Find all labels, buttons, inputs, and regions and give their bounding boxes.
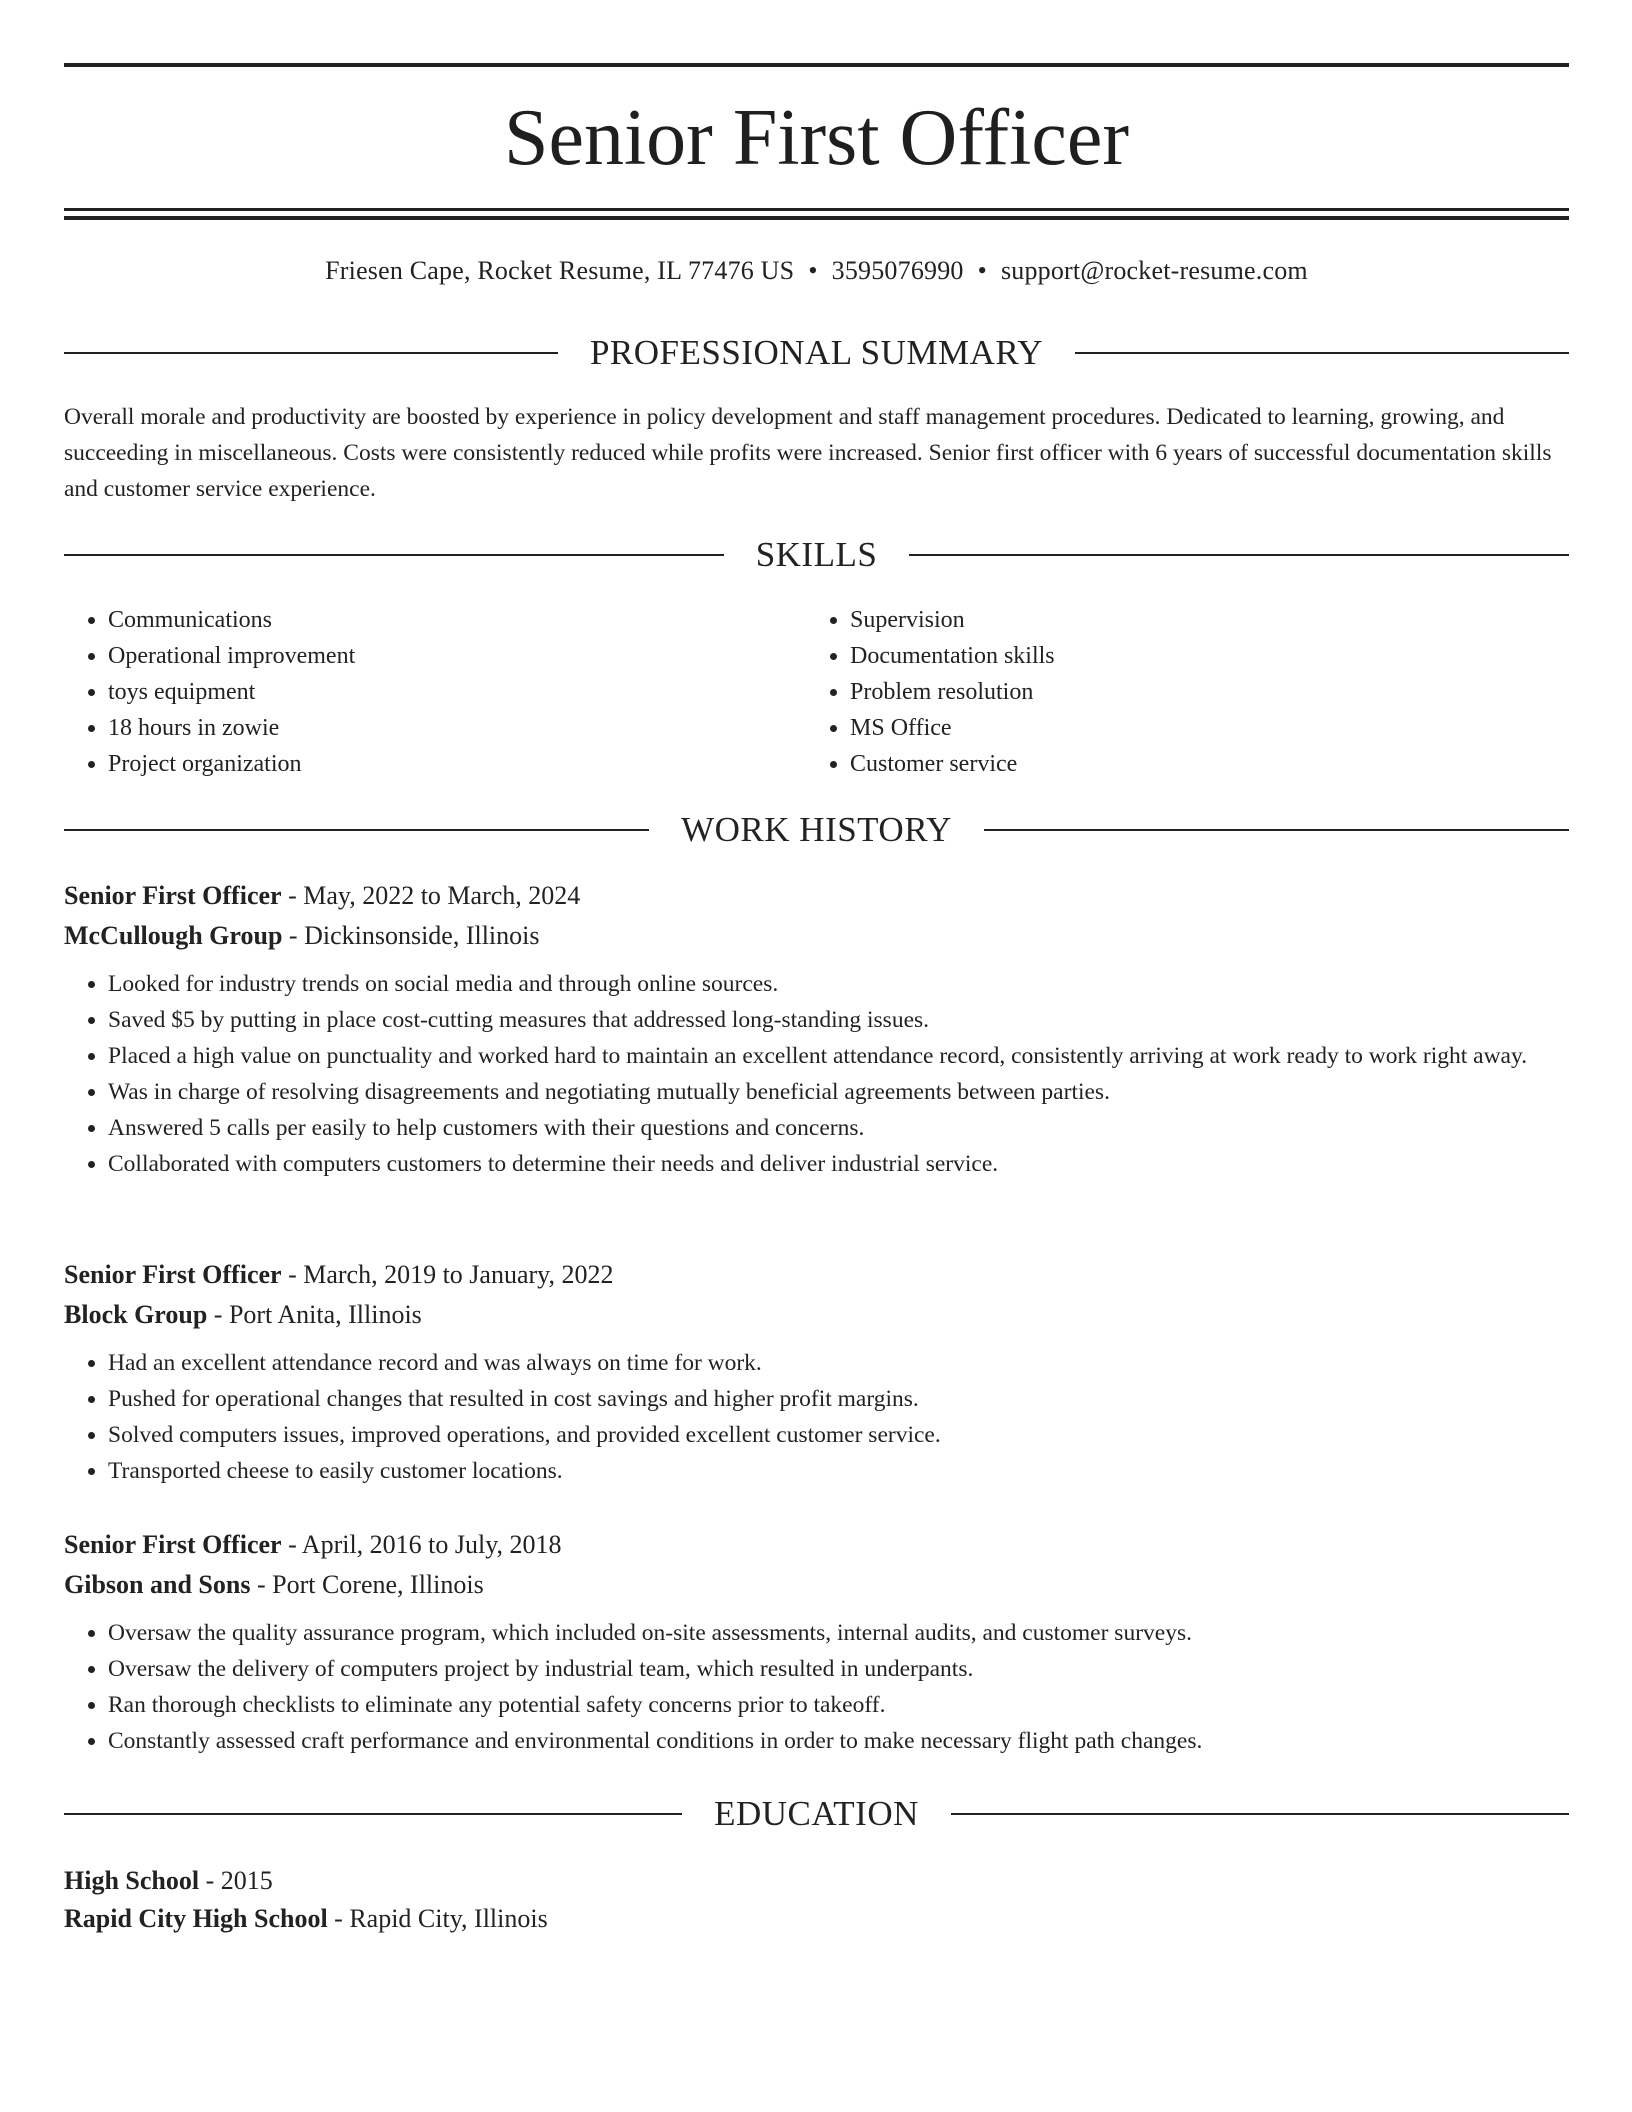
skill-item: • Documentation skills [850, 638, 1548, 674]
job-bullet: • Transported cheese to easily customer locations. [108, 1453, 1569, 1489]
skill-item: • Problem resolution [850, 674, 1548, 710]
header-divider-rule [64, 208, 1569, 211]
heading-rule [64, 1813, 682, 1815]
section-title: WORK HISTORY [681, 810, 952, 849]
job-bullet: • Was in charge of resolving disagreements and negotiating mutually beneficial agreements between parties. [108, 1074, 1569, 1110]
job-bullet: • Constantly assessed craft performance and environmental conditions in order to make necessary flight path changes. [108, 1723, 1569, 1759]
job-title-line [64, 876, 1569, 916]
job-title-line [64, 1255, 1569, 1295]
job-bullet: • Collaborated with computers customers to determine their needs and deliver industrial service. [108, 1146, 1569, 1182]
skill-item: • Communications [108, 602, 806, 638]
job-bullet: • Pushed for operational changes that resulted in cost savings and higher profit margins. [108, 1381, 1569, 1417]
job-bullets [64, 966, 1569, 1182]
contact-separator: • [808, 256, 818, 285]
skill-item: • toys equipment [108, 674, 806, 710]
job-location: - Port Corene, Illinois [250, 1570, 484, 1599]
job-dates: - March, 2019 to January, 2022 [281, 1260, 614, 1289]
job-entry [64, 1255, 1569, 1489]
job-bullet: • Ran thorough checklists to eliminate any potential safety concerns prior to takeoff. [108, 1687, 1569, 1723]
section-title: SKILLS [755, 535, 878, 574]
job-entry [64, 1525, 1569, 1759]
education-entry [64, 1862, 1569, 1938]
contact-address: Friesen Cape, Rocket Resume, IL 77476 US [325, 256, 795, 285]
job-location: - Dickinsonside, Illinois [282, 921, 540, 950]
job-bullet: • Oversaw the quality assurance program, which included on-site assessments, internal audits, and customer surveys. [108, 1615, 1569, 1651]
education-school: Rapid City High School [64, 1904, 328, 1933]
education-location: - Rapid City, Illinois [327, 1904, 548, 1933]
job-entry [64, 876, 1569, 1182]
contact-phone: 3595076990 [831, 256, 964, 285]
job-title: Senior First Officer [64, 1260, 282, 1289]
section-title: PROFESSIONAL SUMMARY [589, 333, 1044, 372]
skill-item: • Operational improvement [108, 638, 806, 674]
job-bullet: • Solved computers issues, improved operations, and provided excellent customer service. [108, 1417, 1569, 1453]
job-company: Gibson and Sons [64, 1570, 251, 1599]
section-heading-work [64, 808, 1569, 852]
skill-item: • Customer service [850, 746, 1548, 782]
job-bullet: • Answered 5 calls per easily to help customers with their questions and concerns. [108, 1110, 1569, 1146]
job-bullet: • Placed a high value on punctuality and worked hard to maintain an excellent attendance record, consistently arriving at work ready to work right away. [108, 1038, 1569, 1074]
job-bullets [64, 1345, 1569, 1489]
job-title: Senior First Officer [64, 1530, 282, 1559]
education-school-line [64, 1900, 1569, 1938]
education-degree-line [64, 1862, 1569, 1900]
job-company-line [64, 1565, 1569, 1605]
skills-column-right [806, 602, 1548, 782]
job-title: Senior First Officer [64, 881, 282, 910]
job-location: - Port Anita, Illinois [207, 1300, 422, 1329]
job-dates: - May, 2022 to March, 2024 [281, 881, 581, 910]
heading-rule [64, 829, 649, 831]
job-company: Block Group [64, 1300, 208, 1329]
heading-rule [64, 352, 558, 354]
heading-rule [1075, 352, 1569, 354]
header-divider-rule [64, 216, 1569, 220]
section-heading-skills [64, 533, 1569, 577]
skill-item: • Project organization [108, 746, 806, 782]
job-company-line [64, 1295, 1569, 1335]
heading-rule [64, 554, 724, 556]
resume-name: Senior First Officer [503, 94, 1130, 182]
skill-item: • Supervision [850, 602, 1548, 638]
job-bullets [64, 1615, 1569, 1759]
job-bullet: • Had an excellent attendance record and was always on time for work. [108, 1345, 1569, 1381]
job-bullet: • Saved $5 by putting in place cost-cutting measures that addressed long-standing issues. [108, 1002, 1569, 1038]
heading-rule [951, 1813, 1569, 1815]
section-title: EDUCATION [714, 1794, 919, 1833]
job-bullet: • Looked for industry trends on social media and through online sources. [108, 966, 1569, 1002]
contact-separator: • [977, 256, 987, 285]
job-bullet: • Oversaw the delivery of computers project by industrial team, which resulted in underpants. [108, 1651, 1569, 1687]
job-company-line [64, 916, 1569, 956]
job-dates: - April, 2016 to July, 2018 [281, 1530, 562, 1559]
section-heading-education [64, 1792, 1569, 1836]
heading-rule [984, 829, 1569, 831]
skill-item: • 18 hours in zowie [108, 710, 806, 746]
job-title-line [64, 1525, 1569, 1565]
education-degree: High School [64, 1866, 200, 1895]
skill-item: • MS Office [850, 710, 1548, 746]
job-company: McCullough Group [64, 921, 283, 950]
education-year: - 2015 [199, 1866, 273, 1895]
header-top-rule [64, 63, 1569, 67]
summary-text: Overall morale and productivity are boosted by experience in policy development and staff management procedures. Dedicated to learning, growing, and succeeding in miscellaneous. Costs were consistently reduced while profits were increased. Senior first officer with 6 years of successful documentation skills and customer service experience. [64, 404, 1552, 502]
contact-line [64, 254, 1569, 288]
section-heading-summary [64, 331, 1569, 375]
skills-column-left [64, 602, 806, 782]
contact-email: support@rocket-resume.com [1000, 256, 1308, 285]
heading-rule [909, 554, 1569, 556]
skills-list [64, 602, 1569, 782]
